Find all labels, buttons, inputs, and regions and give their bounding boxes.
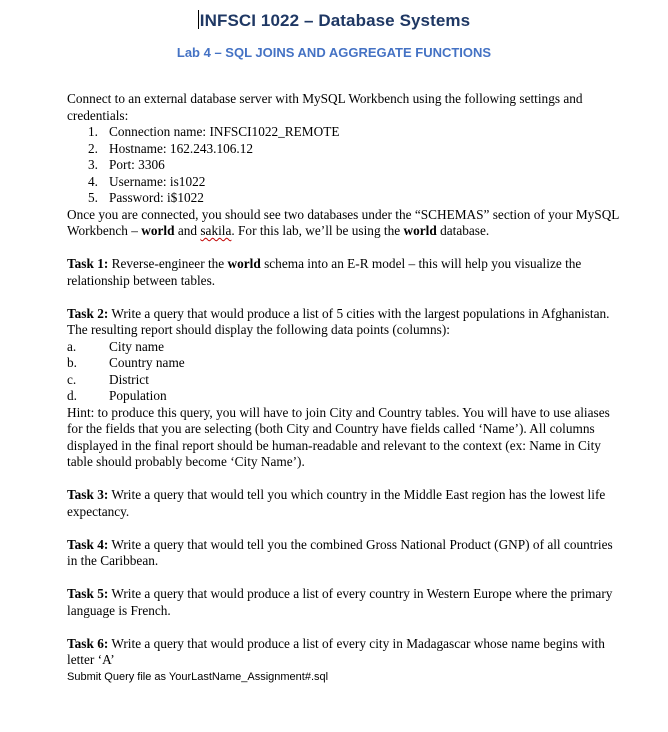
task-6: Task 6: Write a query that would produce a list of every city in Madagascar whose name begins with letter ‘A’	[67, 635, 605, 667]
sakila-schema-name: sakila	[200, 223, 232, 238]
submission-note: Submit Query file as YourLastName_Assignment#.sql	[67, 670, 329, 683]
task-2-columns-list	[67, 339, 619, 405]
world-schema-name: world	[141, 223, 175, 238]
task-label: Task 4:	[67, 536, 109, 552]
document-subtitle: Lab 4 – SQL JOINS AND AGGREGATE FUNCTIONS	[176, 45, 492, 60]
document-body	[67, 91, 619, 685]
column-item: a. City name	[67, 338, 165, 354]
column-item: c. District	[67, 371, 149, 387]
credential-item: 1. Connection name: INFSCI1022_REMOTE	[88, 124, 340, 139]
task-label: Task 2:	[67, 305, 109, 321]
intro-paragraph: Connect to an external database server with MySQL Workbench using the following settings and credentials:	[67, 91, 583, 123]
column-item: b. Country name	[67, 355, 185, 370]
document-title	[0, 10, 668, 31]
credential-item: 4. Username: is1022	[88, 173, 206, 189]
task-label: Task 5:	[67, 586, 109, 601]
task-3: Task 3: Write a query that would tell you which country in the Middle East region has the lowest life expectancy.	[67, 487, 606, 519]
credential-item: 2. Hostname: 162.243.106.12	[88, 140, 254, 156]
task-1: Task 1: Reverse-engineer the world schema into an E-R model – this will help you visualize the relationship between tables.	[67, 256, 582, 288]
text-cursor	[198, 10, 199, 29]
column-item: d. Population	[67, 388, 167, 403]
task-2-hint: Hint: to produce this query, you will have to join City and Country tables. You will have to use aliases for the fields that you are selecting (both City and Country have fields called ‘Name’). All columns displayed in the final report should be human-readable and relevant to the context (ex: Name in City table should probably become ‘City Name’).	[67, 404, 610, 469]
credential-item: 5. Password: i$1022	[88, 190, 204, 205]
connected-paragraph: Once you are connected, you should see two databases under the “SCHEMAS” section of your MySQL Workbench – world and sakila. For this lab, we’ll be using the world database.	[67, 206, 619, 238]
task-4: Task 4: Write a query that would tell you the combined Gross National Product (GNP) of all countries in the Caribbean.	[67, 536, 613, 568]
credentials-list	[67, 124, 619, 207]
task-label: Task 3:	[67, 487, 109, 502]
task-label: Task 1:	[67, 256, 109, 271]
document-title-text: INFSCI 1022 – Database Systems	[199, 11, 471, 30]
task-label: Task 6:	[67, 635, 109, 651]
task-2: Task 2: Write a query that would produce a list of 5 cities with the largest populations in Afghanistan. The resulting report should display the following data points (columns):	[67, 305, 610, 337]
credential-item: 3. Port: 3306	[88, 157, 165, 172]
task-5: Task 5: Write a query that would produce a list of every country in Western Europe where the primary language is French.	[67, 586, 613, 618]
